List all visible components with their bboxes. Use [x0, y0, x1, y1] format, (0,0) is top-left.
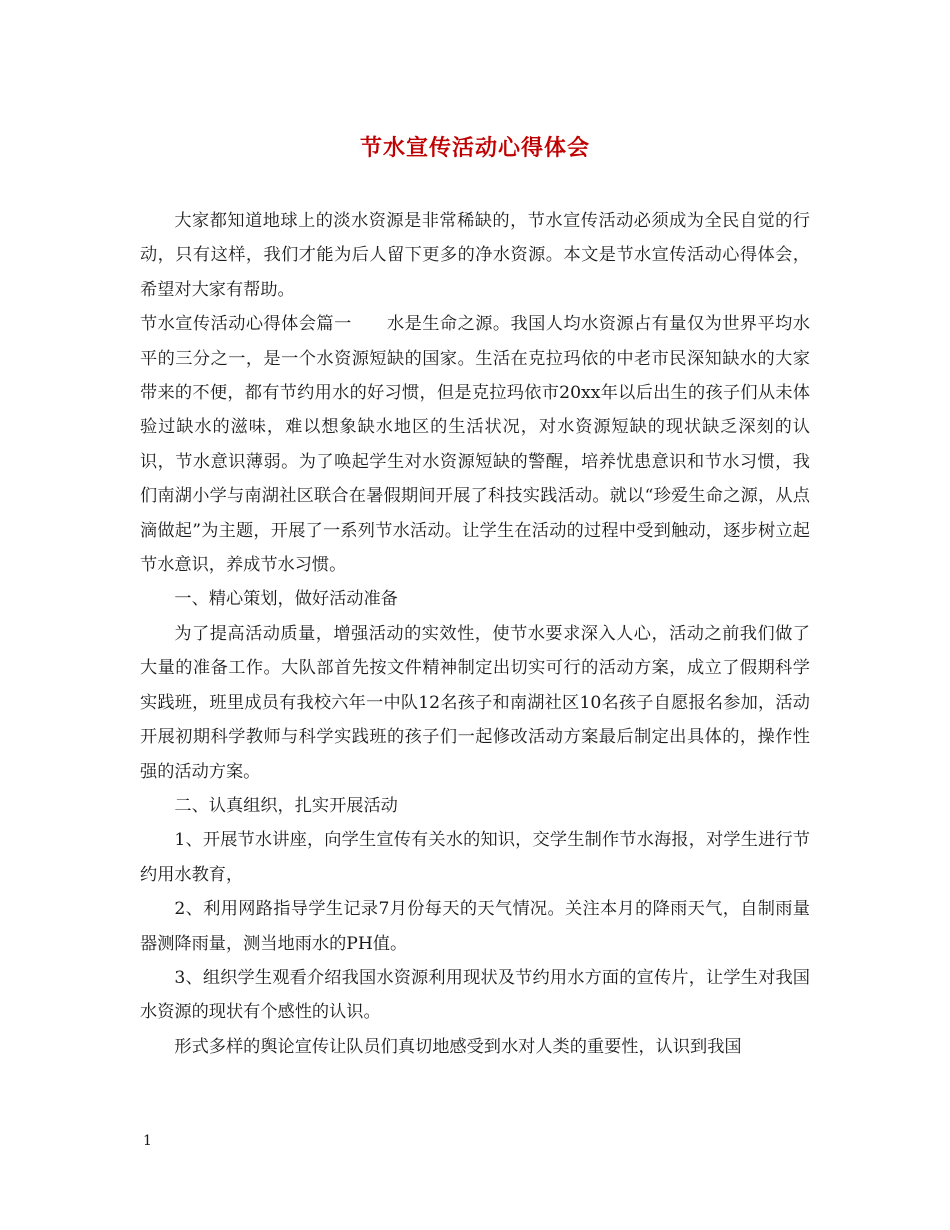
heading-planning: 一、精心策划，做好活动准备 [174, 589, 398, 610]
list-item-weather: 2、利用网路指导学生记录7月份每天的天气情况。关注本月的降雨天气，自制雨量器测降雨量，测当地雨水的PH值。 [140, 899, 810, 954]
paragraph-section-one: 节水宣传活动心得体会篇一 水是生命之源。我国人均水资源占有量仅为世界平均水平的三分之一，是一个水资源短缺的国家。生活在克拉玛依的中老市民深知缺水的大家带来的不便，都有节约用水的好习惯，但是克拉玛依市20xx年以后出生的孩子们从未体验过缺水的滋味，难以想象缺水地区的生活状况，对水资源短缺的现状缺乏深刻的认识，节水意识薄弱。为了唤起学生对水资源短缺的警醒，培养忧患意识和节水习惯，我们南湖小学与南湖社区联合在暑假期间开展了科技实践活动。就以“珍爱生命之源，从点滴做起”为主题，开展了一系列节水活动。让学生在活动的过程中受到触动，逐步树立起节水意识，养成节水习惯。 [140, 314, 810, 576]
page-number: 1 [143, 1133, 152, 1149]
paragraph-preparation: 为了提高活动质量，增强活动的实效性，使节水要求深入人心，活动之前我们做了大量的准备工作。大队部首先按文件精神制定出切实可行的活动方案，成立了假期科学实践班，班里成员有我校六年一中队12名孩子和南湖社区10名孩子自愿报名参加，活动开展初期科学教师与科学实践班的孩子们一起修改活动方案最后制定出具体的，操作性强的活动方案。 [140, 623, 810, 782]
heading-organization: 二、认真组织，扎实开展活动 [174, 795, 398, 816]
document-body [140, 204, 810, 1064]
document-title: 节水宣传活动心得体会 [359, 135, 590, 161]
list-item-video: 3、组织学生观看介绍我国水资源利用现状及节约用水方面的宣传片，让学生对我国水资源的现状有个感性的认识。 [140, 967, 810, 1023]
list-item-lecture: 1、开展节水讲座，向学生宣传有关水的知识，交学生制作节水海报，对学生进行节约用水教育， [140, 830, 810, 885]
paragraph-conclusion: 形式多样的舆论宣传让队员们真切地感受到水对人类的重要性，认识到我国 [174, 1036, 742, 1057]
paragraph-intro: 大家都知道地球上的淡水资源是非常稀缺的，节水宣传活动必须成为全民自觉的行动，只有这样，我们才能为后人留下更多的净水资源。本文是节水宣传活动心得体会，希望对大家有帮助。 [140, 211, 810, 300]
